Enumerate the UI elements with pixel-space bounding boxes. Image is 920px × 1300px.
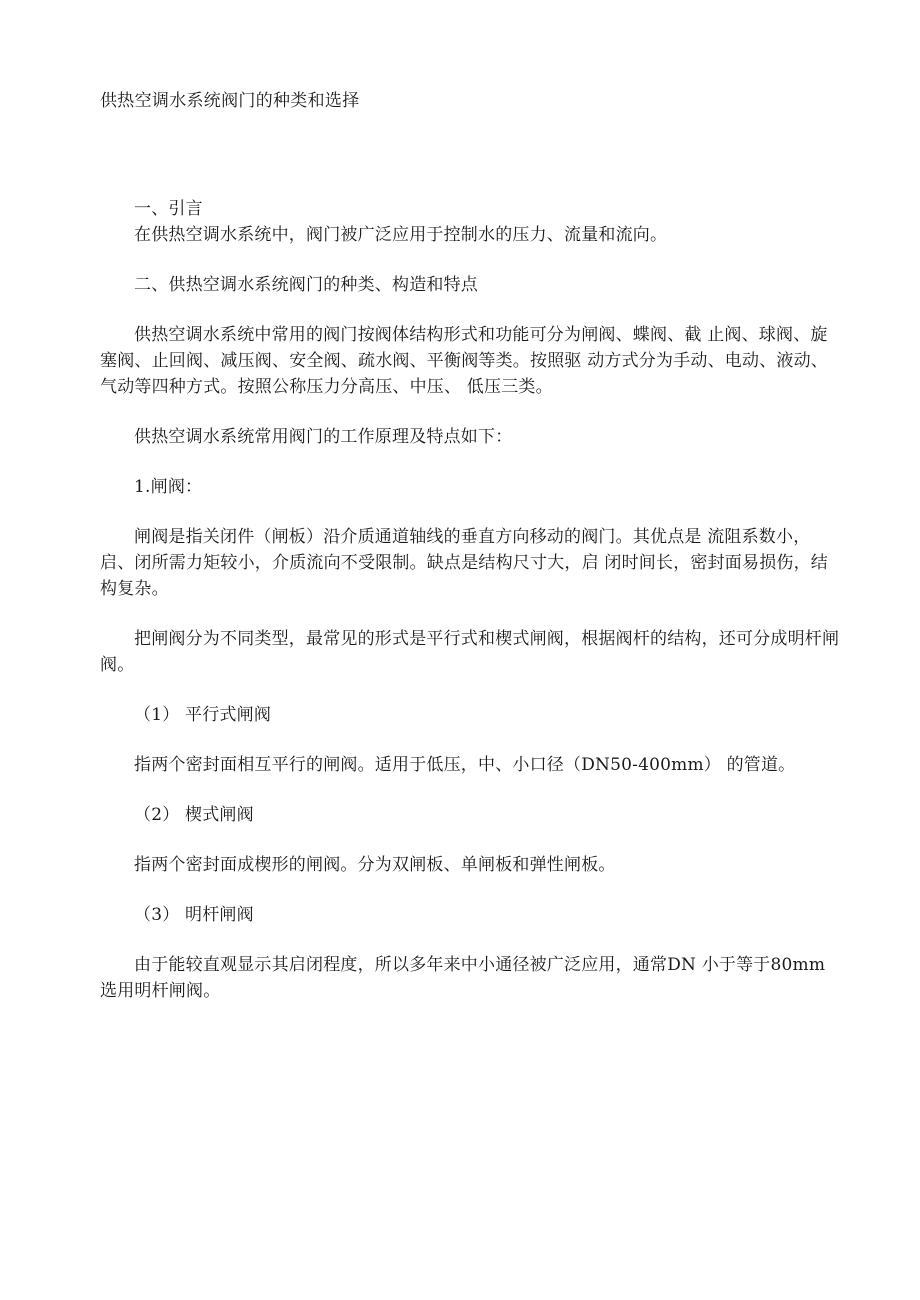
- document-title: 供热空调水系统阀门的种类和选择: [100, 91, 360, 111]
- section-heading-introduction: 一、引言: [134, 199, 203, 219]
- subheading-wedge-gate-valve: （2） 楔式闸阀: [134, 805, 254, 825]
- section-heading-valve-types: 二、供热空调水系统阀门的种类、构造和特点: [134, 275, 478, 295]
- paragraph-parallel-gate-valve: 指两个密封面相互平行的闸阀。适用于低压，中、小口径（DN50-400mm） 的管道。: [134, 755, 796, 775]
- paragraph-gate-valve-definition: 闸阀是指关闭件（闸板）沿介质通道轴线的垂直方向移动的阀门。其优点是 流阻系数小，启、闭所需力矩较小，介质流向不受限制。缺点是结构尺寸大，启 闭时间长，密封面易损伤，结构复杂。: [100, 527, 829, 599]
- document-body: [100, 196, 840, 1028]
- paragraph-gate-valve-types: 把闸阀分为不同类型，最常见的形式是平行式和楔式闸阀，根据阀杆的结构，还可分成明杆闸阀。: [100, 629, 840, 675]
- paragraph-working-principle-intro: 供热空调水系统常用阀门的工作原理及特点如下：: [134, 427, 513, 447]
- paragraph-introduction: 在供热空调水系统中，阀门被广泛应用于控制水的压力、流量和流向。: [134, 225, 668, 245]
- paragraph-valve-classification: 供热空调水系统中常用的阀门按阀体结构形式和功能可分为闸阀、蝶阀、截 止阀、球阀、旋塞阀、止回阀、减压阀、安全阀、疏水阀、平衡阀等类。按照驱 动方式分为手动、电动、液动、气动等四种方式。按照公称压力分高压、中压、 低压三类。: [100, 325, 829, 397]
- subheading-gate-valve: 1.闸阀：: [134, 477, 203, 497]
- paragraph-wedge-gate-valve: 指两个密封面成楔形的闸阀。分为双闸板、单闸板和弹性闸板。: [134, 855, 616, 875]
- subheading-rising-stem-gate-valve: （3） 明杆闸阀: [134, 905, 254, 925]
- subheading-parallel-gate-valve: （1） 平行式闸阀: [134, 705, 272, 725]
- paragraph-rising-stem-gate-valve: 由于能较直观显示其启闭程度，所以多年来中小通径被广泛应用，通常DN 小于等于80mm选用明杆闸阀。: [100, 955, 826, 1001]
